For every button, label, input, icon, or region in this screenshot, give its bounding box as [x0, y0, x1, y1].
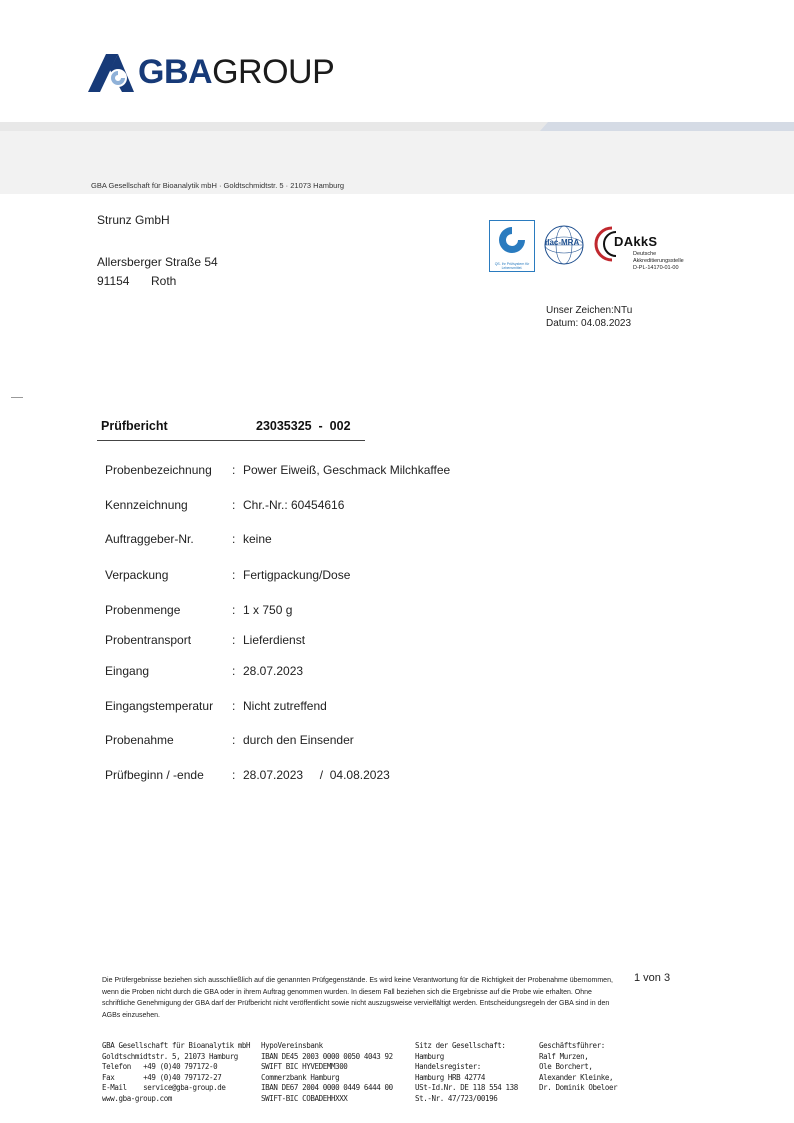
reference-date: Datum: 04.08.2023 [546, 318, 632, 329]
footer-line: Alexander Kleinke, [539, 1072, 614, 1082]
field-value: 28.07.2023 [243, 664, 304, 678]
field-label: Kennzeichnung [105, 498, 188, 512]
field-label: Verpackung [105, 568, 169, 582]
footer-line: E-Mail service@gba-group.de [102, 1083, 226, 1092]
field-colon: : [232, 603, 236, 617]
field-label: Probentransport [105, 633, 192, 647]
field-value: 28.07.2023 / 04.08.2023 [243, 768, 390, 782]
footer-line: USt-Id.Nr. DE 118 554 138 [415, 1083, 518, 1092]
report-title-underline [97, 440, 365, 441]
field-value: keine [243, 532, 272, 546]
report-title: Prüfbericht [101, 419, 168, 433]
field-value: Lieferdienst [243, 633, 306, 647]
footer-registry-column [415, 1041, 518, 1104]
header-band-accent [540, 122, 794, 131]
footer-line: Sitz der Gesellschaft: [415, 1041, 506, 1050]
footer-line: Hamburg HRB 42774 [415, 1072, 485, 1082]
disclaimer-text: Die Prüfergebnisse beziehen sich ausschließlich auf die genannten Prüfgegenstände. Es wird keine Verantwortung für die Richtigkeit der Probenahme übernommen, wenn die Proben nicht durch die GBA oder in ihrem Auftrag genommen wurden. In diesem Fall beziehen sich die Ergebnisse auf die Probe wie erhalten. Ohne schriftliche Genehmigung der GBA darf der Prüfbericht nicht veröffentlicht sowie nicht auszugsweise vervielfältigt werden. Entscheidungsregeln der GBA sind in den AGBs einzusehen. [102, 977, 613, 1019]
field-colon: : [232, 664, 236, 678]
footer-line: Dr. Dominik Obeloer [539, 1083, 618, 1092]
field-value: durch den Einsender [243, 733, 354, 747]
logo-wordmark [138, 52, 334, 92]
field-value: Power Eiweiß, Geschmack Milchkaffee [243, 463, 451, 477]
footer-line: Commerzbank Hamburg [261, 1072, 340, 1082]
footer-line: Ole Borchert, [539, 1062, 593, 1071]
ilac-mra-text: ilac-MRA [545, 238, 580, 247]
logo-text-light: GROUP [212, 53, 335, 91]
recipient-street: Allersberger Straße 54 [97, 255, 218, 269]
field-value: 1 x 750 g [243, 603, 293, 617]
field-colon: : [232, 733, 236, 747]
sender-address-line: GBA Gesellschaft für Bioanalytik mbH · Goldtschmidtstr. 5 · 21073 Hamburg [91, 181, 345, 190]
footer-line: Geschäftsführer: [539, 1041, 605, 1050]
logo-text-bold: GBA [138, 53, 213, 91]
gba-logo-mark-icon [88, 52, 134, 92]
field-colon: : [232, 498, 236, 512]
field-colon: : [232, 532, 236, 546]
footer-line: SWIFT BIC HYVEDEMM300 [261, 1062, 348, 1071]
recipient-city: Roth [151, 274, 177, 288]
footer-line: HypoVereinsbank [261, 1041, 323, 1050]
field-value: Fertigpackung/Dose [243, 568, 351, 582]
page-number: 1 von 3 [634, 972, 671, 984]
footer-line: Goldtschmidtstr. 5, 21073 Hamburg [102, 1051, 238, 1061]
field-label: Probenbezeichnung [105, 463, 212, 477]
footer-line: GBA Gesellschaft für Bioanalytik mbH [102, 1041, 251, 1050]
qs-logo-text: QS. Ihr Prüfsystem für Lebensmittel. [494, 262, 530, 270]
field-label: Eingangstemperatur [105, 699, 214, 713]
dakks-title: DAkkS [614, 234, 658, 249]
footer-management-column [539, 1041, 617, 1094]
dakks-accreditation-number: D-PL-14170-01-00 [633, 265, 679, 271]
footer-line: Telefon +49 (0)40 797172-0 [102, 1062, 218, 1071]
footer-line: SWIFT-BIC COBADEHHXXX [261, 1093, 348, 1103]
dakks-line-2: Akkreditierungsstelle [633, 258, 684, 264]
dakks-line-1: Deutsche [633, 251, 657, 257]
footer-company-column [102, 1041, 250, 1104]
footer-line: www.gba-group.com [102, 1093, 172, 1103]
field-value: Chr.-Nr.: 60454616 [243, 498, 345, 512]
field-label: Probenahme [105, 733, 174, 747]
field-value: Nicht zutreffend [243, 699, 327, 713]
footer-line: St.-Nr. 47/723/00196 [415, 1093, 498, 1103]
recipient-company: Strunz GmbH [97, 213, 170, 227]
field-colon: : [232, 463, 236, 477]
field-label: Probenmenge [105, 603, 181, 617]
field-colon: : [232, 633, 236, 647]
field-label: Auftraggeber-Nr. [105, 532, 194, 546]
field-colon: : [232, 768, 236, 782]
field-label: Eingang [105, 664, 150, 678]
gba-group-logo [88, 52, 334, 92]
field-colon: : [232, 568, 236, 582]
field-colon: : [232, 699, 236, 713]
footer-line: IBAN DE45 2003 0000 0050 4043 92 [261, 1051, 393, 1061]
footer-line: IBAN DE67 2004 0000 0449 6444 00 [261, 1083, 393, 1092]
recipient-zip: 91154 [97, 274, 130, 288]
footer-line: Hamburg [415, 1051, 444, 1061]
footer-line: Fax +49 (0)40 797172-27 [102, 1072, 222, 1082]
fold-mark [11, 397, 23, 398]
footer-line: Ralf Murzen, [539, 1051, 589, 1061]
report-number: 23035325 - 002 [256, 419, 351, 433]
field-label: Prüfbeginn / -ende [105, 768, 204, 782]
reference-code: Unser Zeichen:NTu [546, 305, 633, 316]
footer-line: Handelsregister: [415, 1062, 481, 1071]
footer-bank-column [261, 1041, 393, 1104]
